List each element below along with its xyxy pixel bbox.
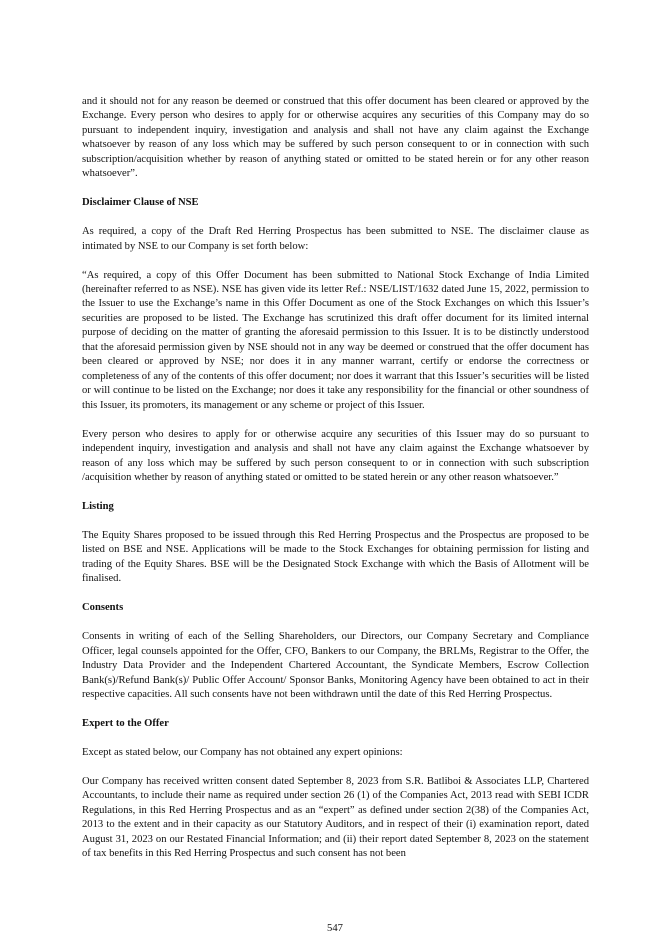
paragraph-consents: Consents in writing of each of the Selling Shareholders, our Directors, our Company Secretary and Compliance Officer, legal counsels appointed for the Offer, CFO, Bankers to our Company, the BRLMs, Registrar to the Offer, the Industry Data Provider and the Independent Chartered Accountant, the Syndicate Members, Escrow Collection Bank(s)/Refund Bank(s)/ Public Offer Account/ Sponsor Banks, Monitoring Agency have been obtained to act in their respective capacities. All such consents have not been withdrawn until the date of this Red Herring Prospectus. [82, 631, 589, 700]
paragraph-nse-intro: As required, a copy of the Draft Red Herring Prospectus has been submitted to NSE. The disclaimer clause as intimated by NSE to our Company is set forth below: [82, 226, 589, 252]
heading-consents: Consents [82, 602, 124, 614]
paragraph-exchange-disclaimer-end: and it should not for any reason be deemed or construed that this offer document has been cleared or approved by the Exchange. Every person who desires to apply for or otherwise acquires any securities of this Company may do so pursuant to independent inquiry, investigation and analysis and shall not have any claim against the Exchange whatsoever by reason of any loss which may be suffered by such person consequent to or in connection with such subscription/acquisition whether by reason of anything stated or omitted to be stated herein or for any other reason whatsoever”. [82, 96, 589, 180]
heading-expert: Expert to the Offer [82, 717, 169, 729]
paragraph-nse-quote: “As required, a copy of this Offer Document has been submitted to National Stock Exchange of India Limited (hereinafter referred to as NSE). NSE has given vide its letter Ref.: NSE/LIST/1632 dated June 15, 2022, permission to the Issuer to use the Exchange’s name in this Offer Document as one of the Stock Exchanges on which this Issuer’s securities are proposed to be listed. The Exchange has scrutinized this draft offer document for its limited internal purpose of deciding on the matter of granting the aforesaid permission to this Issuer. It is to be distinctly understood that the aforesaid permission given by NSE should not in any way be deemed or construed that the offer document has been cleared or approved by NSE; nor does it in any manner warrant, certify or endorse the correctness or completeness of any of the contents of this offer document; nor does it warrant that this Issuer’s securities will be listed or will continue to be listed on the Exchange; nor does it take any responsibility for the financial or other soundness of this Issuer, its promoters, its management or any scheme or project of this Issuer. [82, 269, 589, 411]
paragraph-listing: The Equity Shares proposed to be issued through this Red Herring Prospectus and the Prospectus are proposed to be listed on BSE and NSE. Applications will be made to the Stock Exchanges for obtaining permission for listing and trading of the Equity Shares. BSE will be the Designated Stock Exchange with which the Basis of Allotment will be finalised. [82, 529, 589, 585]
document-page [82, 95, 589, 876]
paragraph-expert-consent: Our Company has received written consent dated September 8, 2023 from S.R. Batliboi & Associates LLP, Chartered Accountants, to include their name as required under section 26 (1) of the Companies Act, 2013 read with SEBI ICDR Regulations, in this Red Herring Prospectus and as an “expert” as defined under section 2(38) of the Companies Act, 2013 to the extent and in their capacity as our Statutory Auditors, and in respect of their (i) examination report, dated August 31, 2023 on our Restated Financial Information; and (ii) their report dated September 8, 2023 on the statement of tax benefits in this Red Herring Prospectus and such consent has not been [82, 775, 589, 860]
heading-listing: Listing [82, 500, 114, 512]
page-number: 547 [327, 923, 343, 934]
paragraph-nse-quote-cont: Every person who desires to apply for or otherwise acquire any securities of this Issuer may do so pursuant to independent inquiry, investigation and analysis and shall not have any claim against the Exchange whatsoever by reason of any loss which may be suffered by such person consequent to or in connection with such subscription /acquisition whether by reason of anything stated or omitted to be stated herein or any other reason whatsoever.” [82, 428, 589, 483]
paragraph-expert-intro: Except as stated below, our Company has not obtained any expert opinions: [82, 746, 403, 758]
heading-disclaimer-nse: Disclaimer Clause of NSE [82, 197, 199, 209]
